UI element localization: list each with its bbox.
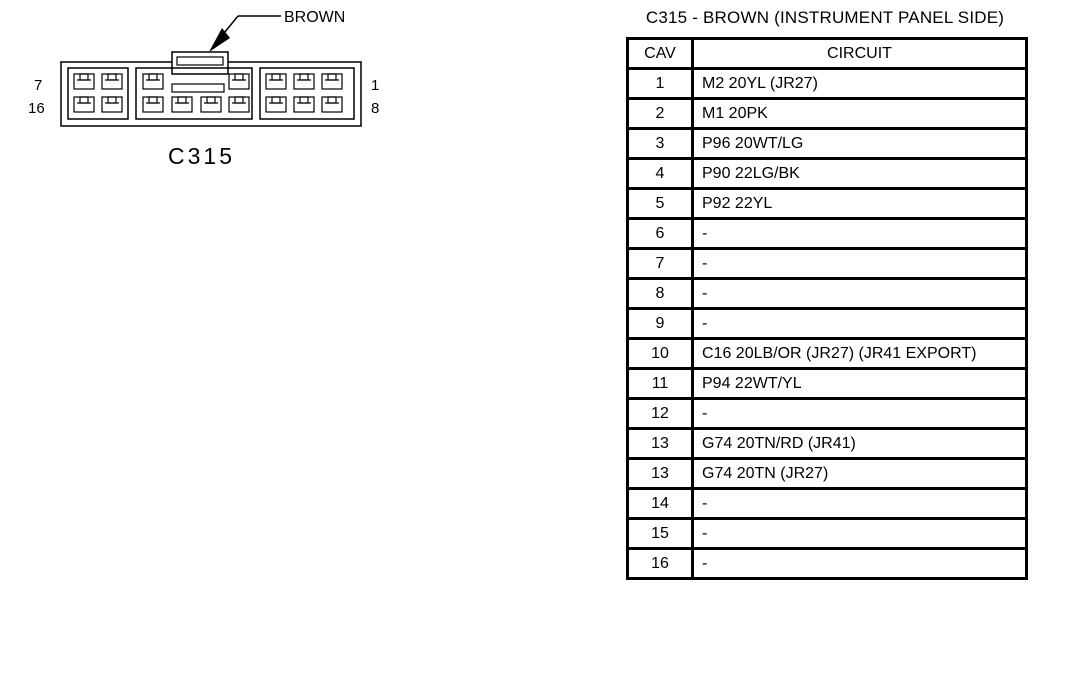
circuit-cell: - bbox=[693, 489, 1027, 519]
cavity bbox=[143, 74, 163, 89]
cavity bbox=[322, 74, 342, 89]
table-row bbox=[628, 339, 1027, 369]
cav-cell: 13 bbox=[628, 429, 693, 459]
cavity bbox=[294, 97, 314, 112]
cavity bbox=[143, 97, 163, 112]
cav-cell: 2 bbox=[628, 99, 693, 129]
cav-cell: 15 bbox=[628, 519, 693, 549]
circuit-cell: G74 20TN/RD (JR41) bbox=[693, 429, 1027, 459]
table-row bbox=[628, 489, 1027, 519]
circuit-cell: - bbox=[693, 519, 1027, 549]
cav-cell: 11 bbox=[628, 369, 693, 399]
table-row bbox=[628, 189, 1027, 219]
table-row bbox=[628, 369, 1027, 399]
cav-cell: 16 bbox=[628, 549, 693, 579]
cavity bbox=[74, 97, 94, 112]
table-title: C315 - BROWN (INSTRUMENT PANEL SIDE) bbox=[645, 8, 1005, 27]
circuit-cell: P94 22WT/YL bbox=[693, 369, 1027, 399]
circuit-cell: - bbox=[693, 249, 1027, 279]
table-row bbox=[628, 459, 1027, 489]
cav-cell: 1 bbox=[628, 69, 693, 99]
cavity bbox=[201, 97, 221, 112]
table-row bbox=[628, 129, 1027, 159]
cav-cell: 7 bbox=[628, 249, 693, 279]
table-row bbox=[628, 159, 1027, 189]
connector-diagram bbox=[0, 0, 420, 180]
cavity bbox=[229, 74, 249, 89]
pointer-label: BROWN bbox=[284, 9, 346, 26]
circuit-cell: - bbox=[693, 219, 1027, 249]
circuit-header: CIRCUIT bbox=[693, 39, 1027, 69]
table-row bbox=[628, 309, 1027, 339]
connector-cavities bbox=[74, 74, 342, 112]
pin-label-7: 7 bbox=[34, 77, 43, 94]
cav-cell: 6 bbox=[628, 219, 693, 249]
connector-name: C315 bbox=[168, 143, 235, 169]
cav-cell: 13 bbox=[628, 459, 693, 489]
circuit-cell: G74 20TN (JR27) bbox=[693, 459, 1027, 489]
cav-header: CAV bbox=[628, 39, 693, 69]
brown-pointer-arrow bbox=[209, 16, 281, 52]
pin-label-16: 16 bbox=[28, 100, 45, 117]
cavity bbox=[102, 97, 122, 112]
circuit-cell: - bbox=[693, 549, 1027, 579]
cav-cell: 8 bbox=[628, 279, 693, 309]
table-row bbox=[628, 399, 1027, 429]
table-row bbox=[628, 279, 1027, 309]
cav-cell: 3 bbox=[628, 129, 693, 159]
cav-cell: 9 bbox=[628, 309, 693, 339]
table-row bbox=[628, 519, 1027, 549]
circuit-cell: - bbox=[693, 399, 1027, 429]
table-row bbox=[628, 219, 1027, 249]
cav-cell: 10 bbox=[628, 339, 693, 369]
circuit-cell: M2 20YL (JR27) bbox=[693, 69, 1027, 99]
cav-cell: 5 bbox=[628, 189, 693, 219]
table-row bbox=[628, 549, 1027, 579]
cavity bbox=[294, 74, 314, 89]
circuit-cell: P90 22LG/BK bbox=[693, 159, 1027, 189]
cavity bbox=[172, 97, 192, 112]
table-header-row bbox=[628, 39, 1027, 69]
cav-cell: 14 bbox=[628, 489, 693, 519]
cavity bbox=[74, 74, 94, 89]
cavity bbox=[229, 97, 249, 112]
circuit-cell: M1 20PK bbox=[693, 99, 1027, 129]
table-row bbox=[628, 249, 1027, 279]
table-row bbox=[628, 429, 1027, 459]
cavity bbox=[266, 74, 286, 89]
cavity bbox=[266, 97, 286, 112]
table-row bbox=[628, 69, 1027, 99]
circuit-cell: - bbox=[693, 309, 1027, 339]
cavity bbox=[322, 97, 342, 112]
pin-label-8: 8 bbox=[371, 100, 380, 117]
cavity bbox=[102, 74, 122, 89]
circuit-cell: P92 22YL bbox=[693, 189, 1027, 219]
pin-label-1: 1 bbox=[371, 77, 380, 94]
cav-cell: 12 bbox=[628, 399, 693, 429]
circuit-cell: - bbox=[693, 279, 1027, 309]
cav-cell: 4 bbox=[628, 159, 693, 189]
table-row bbox=[628, 99, 1027, 129]
cavity-circuit-table bbox=[626, 37, 1028, 580]
circuit-cell: C16 20LB/OR (JR27) (JR41 EXPORT) bbox=[693, 339, 1027, 369]
circuit-cell: P96 20WT/LG bbox=[693, 129, 1027, 159]
